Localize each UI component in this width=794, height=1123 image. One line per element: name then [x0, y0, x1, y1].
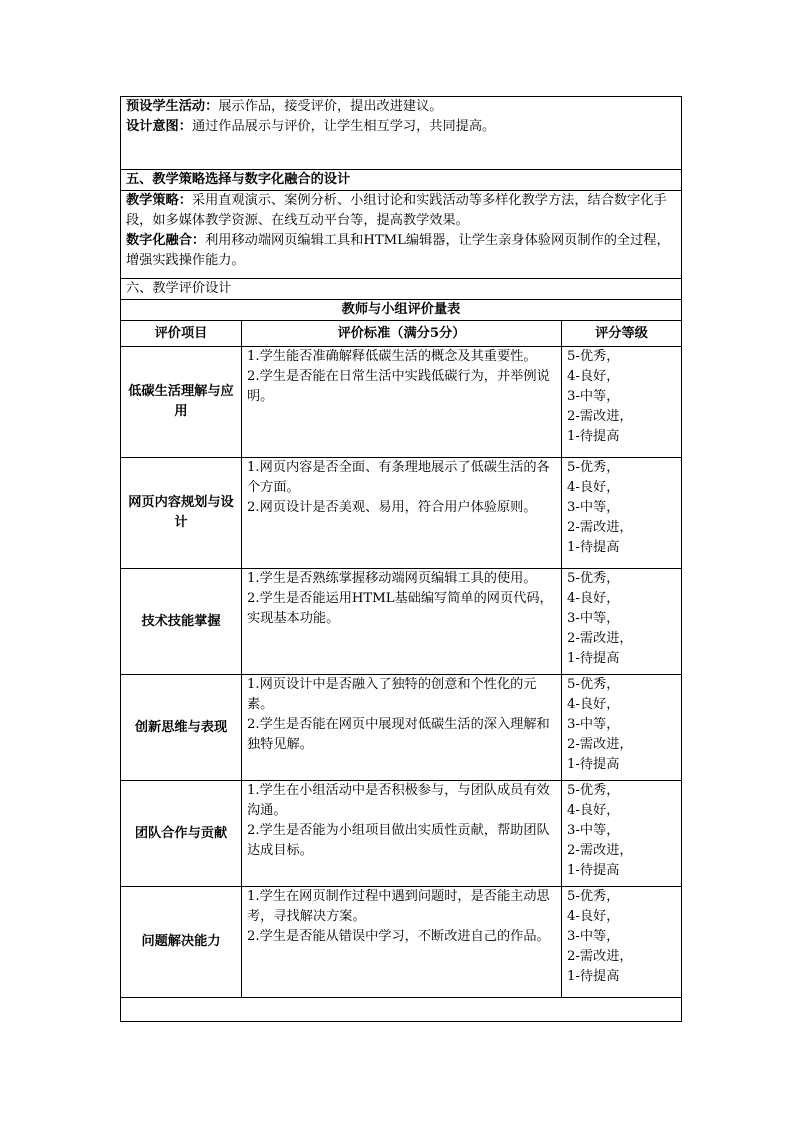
criteria-1: 1.学生在网页制作过程中遇到问题时，是否能主动思考，寻找解决方案。 — [247, 889, 550, 924]
grade-4: 4-良好， — [567, 697, 620, 712]
grade-2: 2-需改进， — [567, 409, 633, 424]
criteria-2: 2.网页设计是否美观、易用，符合用户体验原则。 — [247, 500, 537, 515]
eval-criteria — [242, 781, 562, 887]
eval-header-row — [121, 321, 682, 347]
eval-table-title: 教师与小组评价量表 — [121, 300, 682, 321]
eval-grades — [562, 347, 682, 458]
eval-item: 问题解决能力 — [121, 887, 242, 998]
header-item: 评价项目 — [121, 321, 242, 347]
eval-grades — [562, 781, 682, 887]
criteria-2: 2.学生是否能为小组项目做出实质性贡献，帮助团队达成目标。 — [247, 823, 550, 858]
criteria-1: 1.网页设计中是否融入了独特的创意和个性化的元素。 — [247, 677, 537, 712]
grade-3: 3-中等， — [567, 389, 620, 404]
design-intent-label: 设计意图： — [126, 119, 192, 134]
document-page — [120, 96, 681, 1022]
preset-activity-label: 预设学生活动： — [126, 99, 219, 114]
criteria-1: 1.网页内容是否全面、有条理地展示了低碳生活的各个方面。 — [247, 460, 550, 495]
grade-5: 5-优秀， — [567, 460, 620, 475]
grade-4: 4-良好， — [567, 369, 620, 384]
criteria-2: 2.学生是否能运用HTML基础编写简单的网页代码，实现基本功能。 — [247, 591, 553, 626]
grade-4: 4-良好， — [567, 909, 620, 924]
grade-1: 1-待提高 — [567, 969, 620, 984]
strategy-text: 采用直观演示、案例分析、小组讨论和实践活动等多样化教学方法，结合数字化手段，如多媒体教学资源、在线互动平台等，提高教学效果。 — [126, 193, 667, 228]
criteria-1: 1.学生是否熟练掌握移动端网页编辑工具的使用。 — [247, 571, 537, 586]
design-intent-text: 通过作品展示与评价，让学生相互学习，共同提高。 — [191, 119, 496, 134]
eval-item: 创新思维与表现 — [121, 675, 242, 781]
empty-footer-cell — [121, 998, 682, 1022]
grade-3: 3-中等， — [567, 823, 620, 838]
grade-4: 4-良好， — [567, 803, 620, 818]
section5-title: 五、教学策略选择与数字化融合的设计 — [121, 170, 682, 191]
eval-item: 技术技能掌握 — [121, 569, 242, 675]
digital-fusion-label: 数字化融合： — [126, 233, 206, 248]
eval-item: 团队合作与贡献 — [121, 781, 242, 887]
eval-criteria — [242, 675, 562, 781]
eval-grades — [562, 569, 682, 675]
lesson-plan-table — [120, 96, 682, 1022]
empty-footer-row — [121, 998, 682, 1022]
eval-criteria — [242, 458, 562, 569]
grade-3: 3-中等， — [567, 717, 620, 732]
grade-1: 1-待提高 — [567, 757, 620, 772]
grade-2: 2-需改进， — [567, 631, 633, 646]
grade-2: 2-需改进， — [567, 949, 633, 964]
eval-row — [121, 781, 682, 887]
section5-content-row — [121, 191, 682, 279]
grade-2: 2-需改进， — [567, 843, 633, 858]
digital-fusion-text: 利用移动端网页编辑工具和HTML编辑器，让学生亲身体验网页制作的全过程，增强实践操作能力。 — [126, 233, 670, 268]
eval-table-title-row — [121, 300, 682, 321]
eval-grades — [562, 458, 682, 569]
strategy-label: 教学策略： — [126, 193, 192, 208]
criteria-1: 1.学生在小组活动中是否积极参与，与团队成员有效沟通。 — [247, 783, 550, 818]
section5-content — [121, 191, 682, 279]
section5-title-row — [121, 170, 682, 191]
header-grade: 评分等级 — [562, 321, 682, 347]
grade-1: 1-待提高 — [567, 540, 620, 555]
section6-title: 六、教学评价设计 — [121, 279, 682, 300]
eval-item: 网页内容规划与设计 — [121, 458, 242, 569]
header-criteria: 评价标准（满分5分） — [242, 321, 562, 347]
eval-row — [121, 887, 682, 998]
grade-2: 2-需改进， — [567, 737, 633, 752]
criteria-2: 2.学生是否能在网页中展现对低碳生活的深入理解和独特见解。 — [247, 717, 550, 752]
grade-3: 3-中等， — [567, 500, 620, 515]
eval-grades — [562, 675, 682, 781]
grade-5: 5-优秀， — [567, 677, 620, 692]
grade-5: 5-优秀， — [567, 889, 620, 904]
activity-cell — [121, 97, 682, 170]
criteria-2: 2.学生是否能从错误中学习，不断改进自己的作品。 — [247, 929, 550, 944]
grade-1: 1-待提高 — [567, 863, 620, 878]
grade-5: 5-优秀， — [567, 783, 620, 798]
eval-row — [121, 569, 682, 675]
grade-3: 3-中等， — [567, 611, 620, 626]
eval-grades — [562, 887, 682, 998]
grade-3: 3-中等， — [567, 929, 620, 944]
grade-4: 4-良好， — [567, 591, 620, 606]
grade-5: 5-优秀， — [567, 349, 620, 364]
eval-row — [121, 458, 682, 569]
eval-criteria — [242, 347, 562, 458]
grade-4: 4-良好， — [567, 480, 620, 495]
preset-activity-text: 展示作品，接受评价，提出改进建议。 — [218, 99, 443, 114]
grade-5: 5-优秀， — [567, 571, 620, 586]
criteria-1: 1.学生能否准确解释低碳生活的概念及其重要性。 — [247, 349, 537, 364]
grade-1: 1-待提高 — [567, 429, 620, 444]
eval-criteria — [242, 569, 562, 675]
eval-row — [121, 347, 682, 458]
grade-1: 1-待提高 — [567, 651, 620, 666]
eval-item: 低碳生活理解与应用 — [121, 347, 242, 458]
activity-row — [121, 97, 682, 170]
section6-title-row — [121, 279, 682, 300]
grade-2: 2-需改进， — [567, 520, 633, 535]
eval-row — [121, 675, 682, 781]
criteria-2: 2.学生是否能在日常生活中实践低碳行为，并举例说明。 — [247, 369, 550, 404]
eval-criteria — [242, 887, 562, 998]
